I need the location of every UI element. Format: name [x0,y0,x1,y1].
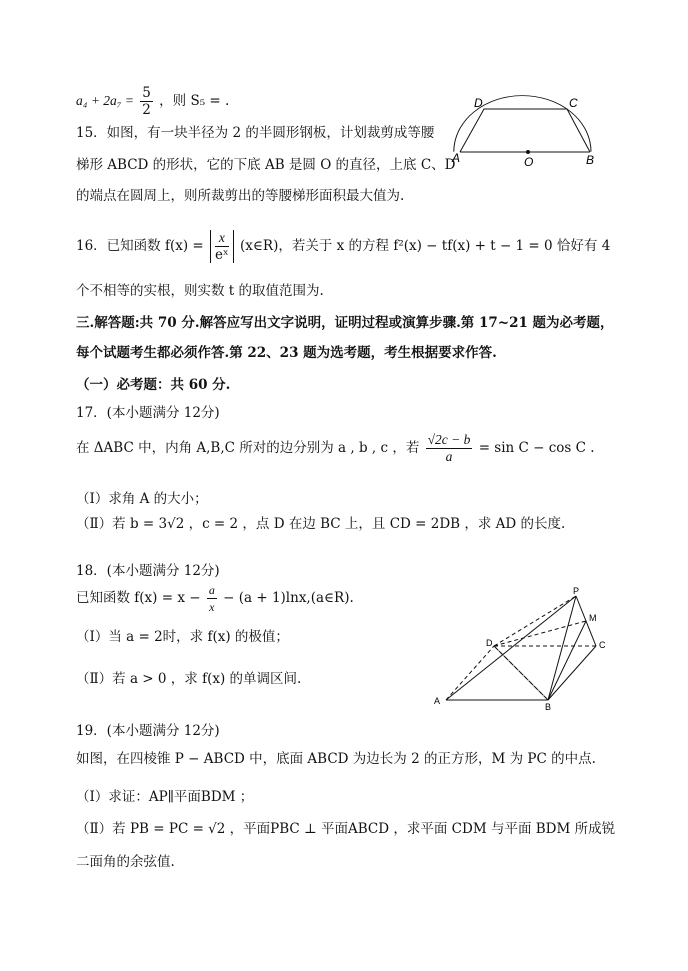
label-C: C [599,640,606,650]
section3-line1: 三.解答题:共 70 分.解答应写出文字说明，证明过程或演算步骤.第 17~21 题为必考题， [76,315,614,331]
seg-bm [548,621,586,700]
q18-head: 18．(本小题满分 12分) [76,563,220,579]
label-O: O [524,155,534,168]
label-C: C [569,96,578,110]
q16-line2: 个不相等的实根，则实数 t 的取值范围为. [76,283,324,299]
fraction: $\frac{a}{x}$ [208,583,215,614]
q16-line1 [76,230,610,263]
label-M: M [589,613,597,623]
prev-answer-line [76,85,229,118]
q17-stem: 在 ΔABC 中，内角 A,B,C 所对的边分别为 a , b , c ，若 $\frac{√2c - b}{a}$ = sin C − cos C . [76,432,595,464]
q15-line3: 的端点在圆周上，则所裁剪出的等腰梯形面积最大值为. [76,188,405,204]
label-A: A [452,151,461,165]
label-B: B [586,153,595,167]
absolute-value: $\frac{x}{\text{eˣ}}$ [210,230,234,263]
edge-dp [494,596,576,646]
q19-part1: （Ⅰ）求证：AP∥平面BDM ； [76,789,254,805]
q19-head: 19．(本小题满分 12分) [76,723,220,739]
label-A: A [434,696,441,706]
center-point [526,150,530,154]
sequence-expression: a₄ + 2a₇ = [76,93,134,108]
sum-question: ，则 S₅ = . [159,93,230,109]
section3-sub: （一）必考题：共 60 分. [76,377,231,393]
edge-ad [446,646,494,700]
label-P: P [573,586,580,596]
edge-ap [446,596,576,700]
q15-line1: 15．如图，有一块半径为 2 的半圆形钢板，计划裁剪成等腰 [76,125,435,141]
q17-part2: （Ⅱ）若 b = 3√2 ，c = 2 ，点 D 在边 BC 上，且 CD = 2DB ，求 AD 的长度. [76,516,566,532]
q15-line2: 梯形 ABCD 的形状，它的下底 AB 是圆 O 的直径，上底 C、D [76,157,456,173]
q18-part1: （Ⅰ）当 a = 2时，求 f(x) 的极值； [76,629,289,645]
fraction: $\frac{5}{2}$ [142,85,151,118]
section3-line2: 每个试题考生都必须作答.第 22、23 题为选考题，考生根据要求作答. [76,345,497,361]
q16-post: (x∈R)，若关于 x 的方程 f²(x) − tf(x) + t − 1 = 0 恰好有 4 [240,238,611,254]
trapezoid-sides [460,109,590,152]
q16-pre: 16．已知函数 f(x) = [76,238,204,254]
q19-part3: 二面角的余弦值. [76,854,175,870]
q18-stem: 已知函数 f(x) = x − $\frac{a}{x}$ − (a + 1)lnx,(a∈R). [76,583,354,614]
fraction: $\frac{√2c - b}{a}$ [427,432,471,464]
q19-part2: （Ⅱ）若 PB = PC = √2 ，平面PBC ⊥ 平面ABCD ，求平面 CDM 与平面 BDM 所成锐 [76,821,616,837]
q17-head: 17．(本小题满分 12分) [76,405,220,421]
label-D: D [486,638,493,648]
q19-stem: 如图，在四棱锥 P − ABCD 中，底面 ABCD 为边长为 2 的正方形，M 为 PC 的中点. [76,751,596,767]
label-D: D [474,96,483,110]
q17-part1: （Ⅰ）求角 A 的大小； [76,491,208,507]
semicircle-trapezoid-figure [450,86,600,168]
label-B: B [545,702,552,712]
pyramid-figure [428,584,642,712]
q18-part2: （Ⅱ）若 a > 0 ，求 f(x) 的单调区间. [76,671,302,687]
